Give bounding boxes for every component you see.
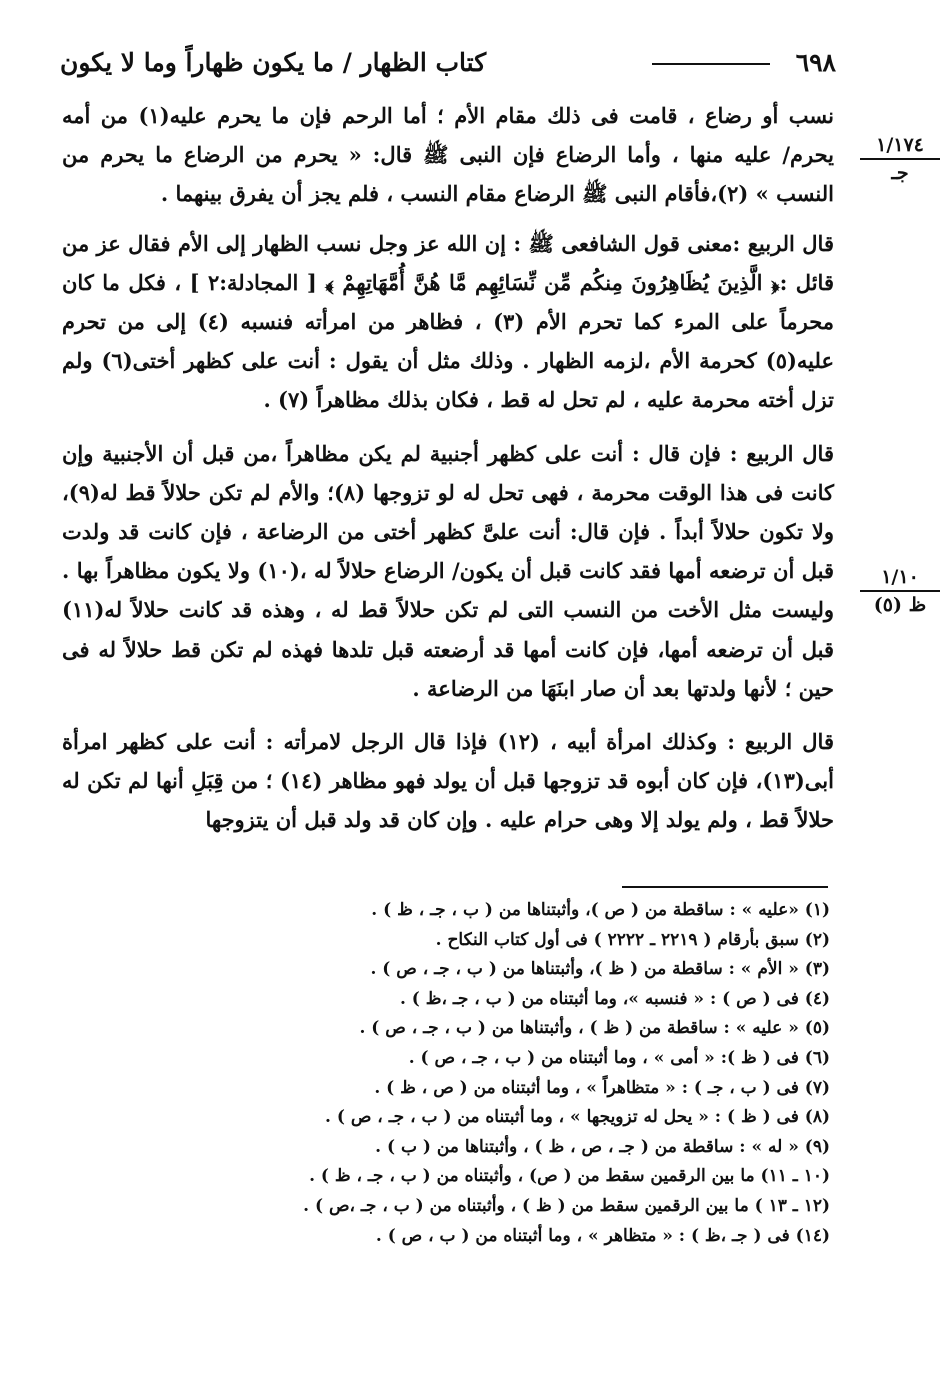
footnote: (١٢ ـ ١٣ ) ما بين الرقمين سقط من ( ظ ) ، وأثبتناه من ( ب ، جـ ،ص ) . [303,1195,830,1216]
margin-reference-number: ١/١٠ [860,566,940,592]
paragraph-1: نسب أو رضاع ، قامت فى ذلك مقام الأم ؛ أما الرحم فإن ما يحرم عليه(١) من أمه يحرم/ عليه منها ، وأما الرضاع فإن النبى ﷺ قال: « يحرم من الرضاع ما يحرم من النسب » (٢)،فأقام النبى ﷺ الرضاع مقام النسب ، فلم يجز أن يفرق بينهما . [62,103,834,207]
page-header [60,48,836,82]
footnote: (١) «عليه » : ساقطة من ( ص )، وأثبتناها من ( ب ، جـ ، ظ ) . [371,900,830,920]
footnote: (٦) فى ( ظ ): « أمى » ، وما أثبتناه من ( ب ، جـ ، ص ) . [408,1047,830,1068]
page-number: ٦٩٨ [795,48,836,77]
margin-reference-manuscript: ظ (٥) [873,594,927,616]
margin-reference-manuscript: جـ [891,162,909,184]
footnote: (١٤) فى ( جـ ،ظ ) : « متظاهر » ، وما أثبتناه من ( ب ، ص ) . [375,1225,830,1246]
footnote: (٤) فى ( ص ) : « فنسبه »، وما أثبتناه من ( ب ، جـ ،ظ ) . [399,988,830,1009]
footnote: (١٠ ـ ١١) ما بين الرقمين سقط من ( ص) ، وأثبتناه من ( ب ، جـ ، ظ ) . [309,1166,830,1187]
footnote: (٥) « عليه » : ساقطة من ( ظ ) ، وأثبتناها من ( ب ، جـ ، ص ) . [359,1018,830,1039]
footnote: (٩) « له » : ساقطة من ( جـ ، ص ، ظ ) ، وأثبتناها من ( ب ) . [375,1136,830,1157]
paragraph-4: قال الربيع : وكذلك امرأة أبيه ، (١٢) فإذا قال الرجل لامرأته : أنت على كظهر امرأة أبى(١٣)، فإن كان أبوه قد تزوجها قبل أن يولد فهو مظاهر (١٤) ؛ من قِبَلِ أنها لم تكن له حلالاً قط ، ولم يولد إلا وهى حرام عليه . وإن كان قد ولد قبل أن يتزوجها [62,729,834,833]
footnotes [303,896,830,1251]
margin-reference-number: ١/١٧٤ [860,134,940,160]
paragraph-2: قال الربيع :معنى قول الشافعى ﷺ : إن الله عز وجل نسب الظهار إلى الأم فقال عز من قائل :﴿ الَّذِينَ يُظَاهِرُونَ مِنكُم مِّن نِّسَائِهِم مَّا هُنَّ أُمَّهَاتِهِمْ ﴾ [ المجادلة:٢ ] ، فكل ما كان محرماً على المرء كما تحرم الأم (٣) ، فظاهر من امرأته فنسبه (٤) إلى من تحرم عليه(٥) كحرمة الأم ،لزمه الظهار . وذلك مثل أن يقول : أنت على كظهر أختى(٦) ولم تزل أخته محرمة عليه ، لم تحل له قط ، فكان بذلك مظاهراً (٧) . [62,230,834,413]
running-title: كتاب الظهار / ما يكون ظهاراً وما لا يكون [60,48,487,77]
paragraph-3: قال الربيع : فإن قال : أنت على كظهر أجنبية لم يكن مظاهراً ،من قبل أن الأجنبية وإن كانت فى هذا الوقت محرمة ، فهى تحل له لو تزوجها (٨)؛ والأم لم تكن حلالاً قط له(٩)، ولا تكون حلالاً أبداً . فإن قال: أنت علىَّ كظهر أختى من الرضاعة ، فإن كانت قد ولدت قبل أن ترضعه أمها فقد كانت قبل أن يكون/ الرضاع حلالاً له ،(١٠) ولا يكون مظاهراً بها . وليست مثل الأخت من النسب التى لم تكن حلالاً قط له ، وهذه قد كانت حلالاً له(١١) قبل أن ترضعه أمها، فإن كانت أمها قد أرضعته قبل تلدها فهذه لم تكن قط حلالاً له فى حين ؛ لأنها ولدتها بعد أن صار ابنَهَا من الرضاعة . [62,440,834,701]
margin-reference-2 [860,566,940,616]
footnote-separator [622,886,828,888]
main-text [62,96,834,854]
footnote: (٨) فى ( ظ ) : « يحل له تزويجها » ، وما أثبتناه من ( ب ، جـ ، ص ) . [325,1107,830,1128]
footnote: (٣) « الأم » : ساقطة من ( ظ )، وأثبتناها من ( ب ، جـ ، ص ) . [370,959,830,980]
header-rule [652,63,770,65]
footnote: (٧) فى ( ب ، جـ ) : « متظاهراً » ، وما أثبتناه من ( ص ، ظ ) . [374,1077,830,1098]
footnote: (٢) سبق بأرقام ( ٢٢١٩ ـ ٢٢٢٢ ) فى أول كتاب النكاح . [435,929,830,950]
margin-reference-1 [860,134,940,184]
